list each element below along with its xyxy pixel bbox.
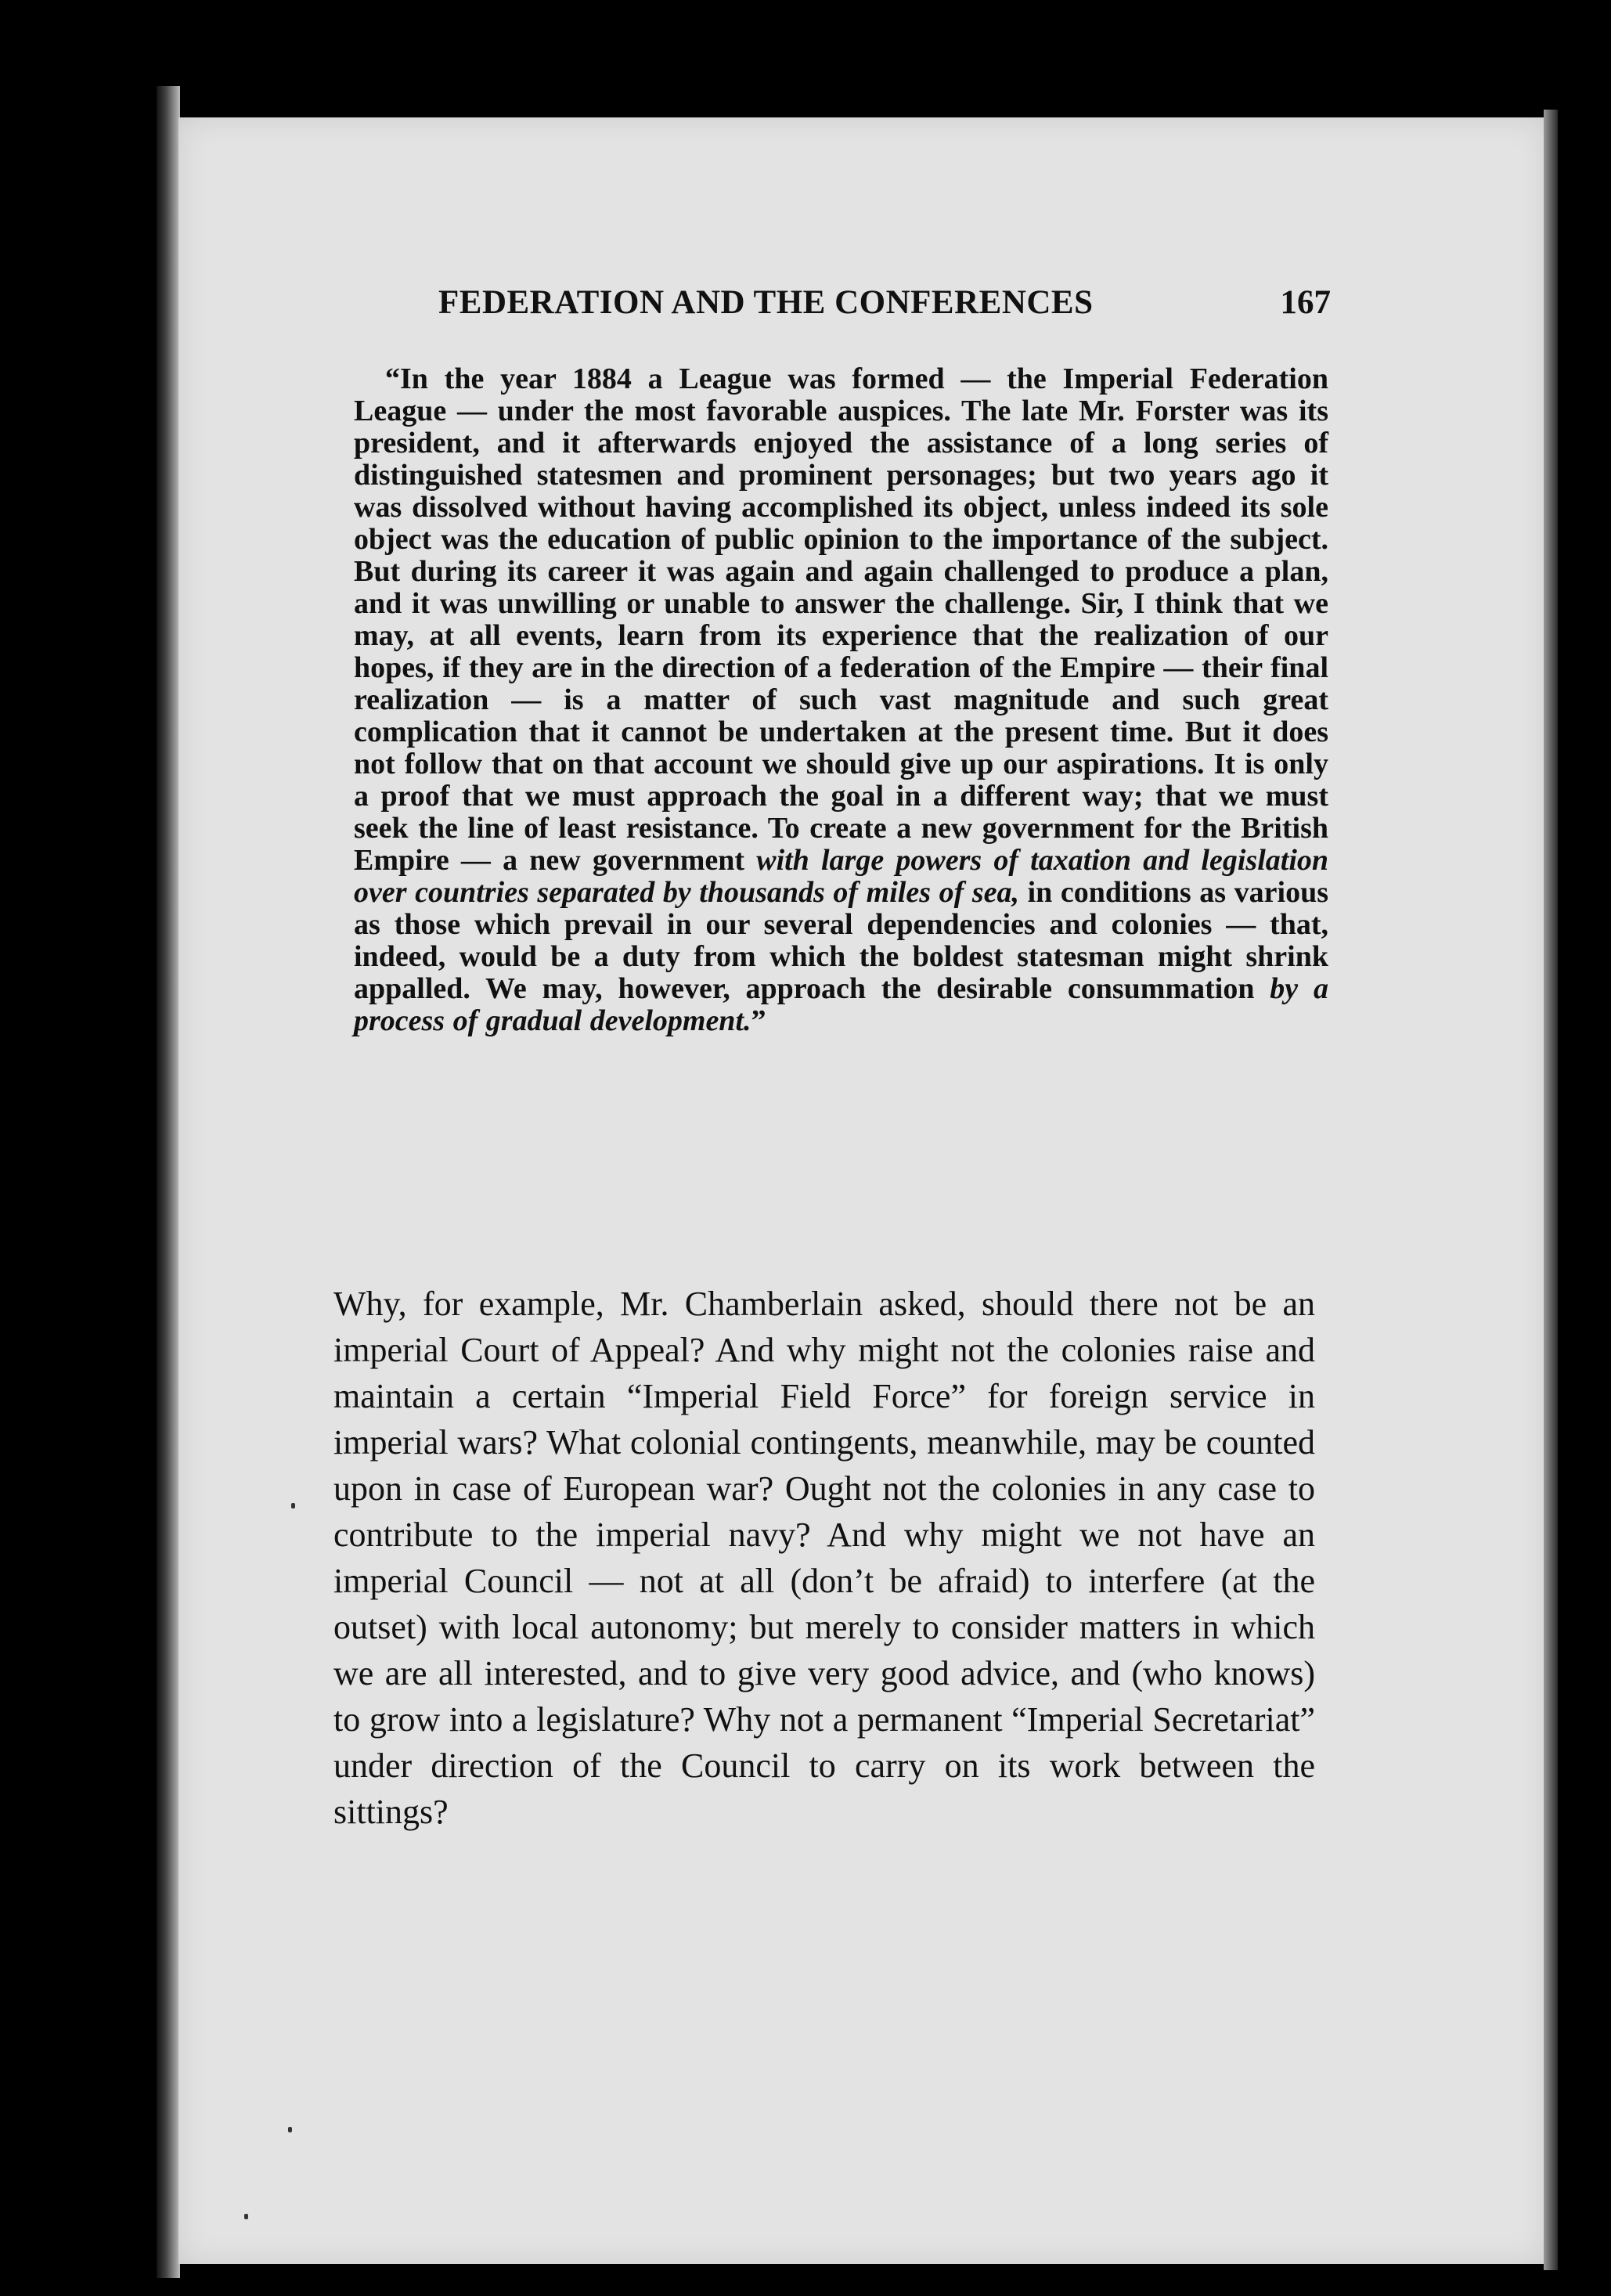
quote-paragraph: [354, 363, 1328, 1037]
page-header: [438, 283, 1331, 330]
page-right-edge-shadow: [1544, 110, 1558, 2270]
quote-text-part2: in conditions as various as those which prevail in our several dependencies and colonies — that, indeed, would be a duty from which the boldest statesman might shrink appalled. We may, however, approach the desirable consummation: [354, 876, 1328, 1005]
running-head: FEDERATION AND THE CONFERENCES: [438, 284, 1094, 321]
scan-speck: [288, 2127, 292, 2132]
quote-italic-1: with large powers of taxation and legislation over countries separated by thousands of miles of sea,: [354, 844, 1329, 909]
body-text: [333, 1281, 1315, 1835]
quote-italic-2: by a process of gradual development.: [354, 972, 1328, 1037]
quote-text-part1: “In the year 1884 a League was formed — the Imperial Federation League — under the most favorable auspices. The late Mr. Forster was its president, and it afterwards enjoyed the assistance of a long series of distinguished statesmen and prominent personages; but two years ago it was dissolved without having accomplished its object, unless indeed its sole object was the education of public opinion to the importance of the subject. But during its career it was again and again challenged to produce a plan, and it was unwilling or unable to answer the challenge. Sir, I think that we may, at all events, learn from its experience that the realization of our hopes, if they are in the direction of a federation of the Empire — their final realization — is a matter of such vast magnitude and such great complication that it cannot be undertaken at the present time. But it does not follow that on that account we should give up our aspirations. It is only a proof that we must approach the goal in a different way; that we must seek the line of least resistance. To create a new government for the British Empire — a new government: [354, 362, 1328, 877]
page-left-edge-shadow: [157, 86, 180, 2278]
quote-closing-mark: ”: [751, 1004, 766, 1037]
scan-speck: [291, 1503, 295, 1508]
scan-speck: [244, 2214, 248, 2219]
body-paragraph: Why, for example, Mr. Chamberlain asked, should there not be an imperial Court of Appeal? And why might not the colonies raise and maintain a certain “Imperial Field Force” for foreign service in imperial wars? What colonial contingents, meanwhile, may be counted upon in case of European war? Ought not the colonies in any case to contribute to the imperial navy? And why might we not have an imperial Council — not at all (don’t be afraid) to interfere (at the outset) with local autonomy; but merely to consider matters in which we are all interested, and to give very good advice, and (who knows) to grow into a legislature? Why not a permanent “Imperial Secretariat” under direction of the Council to carry on its work between the sittings?: [333, 1285, 1315, 1831]
page-number: 167: [1280, 284, 1331, 321]
block-quote: [354, 363, 1328, 1037]
